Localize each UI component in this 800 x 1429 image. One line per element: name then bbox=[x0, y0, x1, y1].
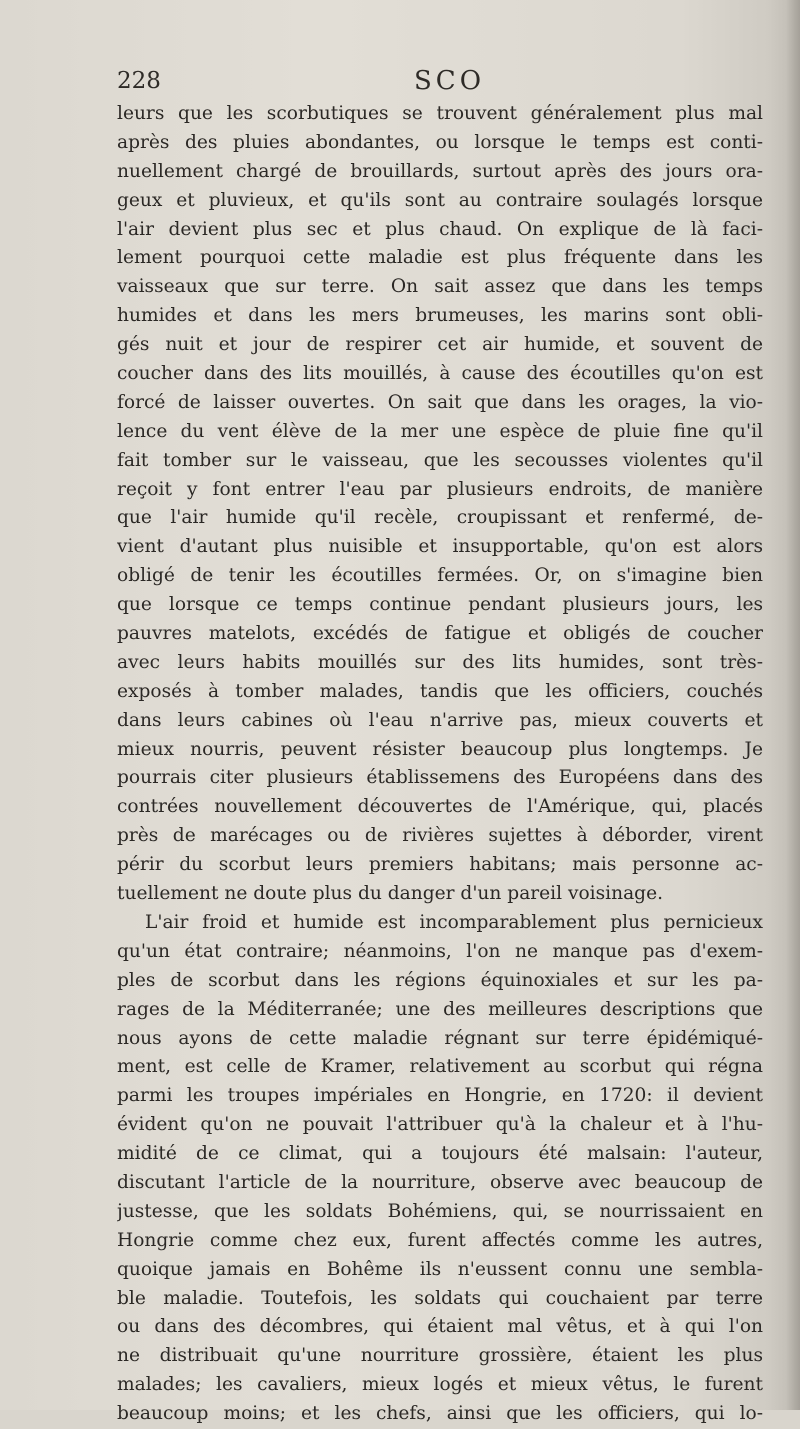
page-edge-shadow bbox=[786, 0, 800, 1410]
text-line: gés nuit et jour de respirer cet air humide, et souvent de bbox=[117, 334, 763, 356]
body-text bbox=[117, 100, 763, 1429]
text-line: qu'un état contraire; néanmoins, l'on ne manque pas d'exem- bbox=[117, 940, 763, 962]
text-line: ne distribuait qu'une nourriture grossière, étaient les plus bbox=[117, 1345, 763, 1367]
paragraph-1 bbox=[117, 100, 763, 909]
text-line: fait tomber sur le vaisseau, que les secousses violentes qu'il bbox=[117, 449, 763, 471]
paragraph-2 bbox=[117, 909, 763, 1429]
text-line: après des pluies abondantes, ou lorsque le temps est conti- bbox=[117, 131, 763, 153]
text-line: mieux nourris, peuvent résister beaucoup plus longtemps. Je bbox=[117, 738, 763, 760]
text-line: évident qu'on ne pouvait l'attribuer qu'à la chaleur et à l'hu- bbox=[117, 1114, 763, 1136]
text-line: lement pourquoi cette maladie est plus fréquente dans les bbox=[117, 247, 763, 269]
text-line: tuellement ne doute plus du danger d'un pareil voisinage. bbox=[117, 883, 663, 905]
text-line: pourrais citer plusieurs établissemens des Européens dans des bbox=[117, 767, 763, 789]
text-line: quoique jamais en Bohême ils n'eussent connu une sembla- bbox=[117, 1258, 763, 1280]
text-line: dans leurs cabines où l'eau n'arrive pas, mieux couverts et bbox=[117, 709, 763, 731]
text-line: discutant l'article de la nourriture, observe avec beaucoup de bbox=[117, 1171, 763, 1193]
text-line: leurs que les scorbutiques se trouvent généralement plus mal bbox=[117, 103, 763, 124]
text-line: lence du vent élève de la mer une espèce de pluie fine qu'il bbox=[117, 420, 763, 442]
text-line: nous ayons de cette maladie régnant sur terre épidémiqué- bbox=[117, 1027, 763, 1049]
text-line: nuellement chargé de brouillards, surtout après des jours ora- bbox=[117, 160, 763, 182]
text-line: coucher dans des lits mouillés, à cause des écoutilles qu'on est bbox=[117, 363, 763, 385]
text-line: vaisseaux que sur terre. On sait assez que dans les temps bbox=[117, 276, 763, 298]
text-line: humides et dans les mers brumeuses, les marins sont obli- bbox=[117, 305, 763, 327]
text-line: L'air froid et humide est incomparablement plus pernicieux bbox=[145, 911, 763, 933]
text-line: vient d'autant plus nuisible et insupportable, qu'on est alors bbox=[117, 536, 763, 558]
text-line: Hongrie comme chez eux, furent affectés comme les autres, bbox=[117, 1229, 763, 1251]
text-line: ment, est celle de Kramer, relativement au scorbut qui régna bbox=[117, 1056, 763, 1078]
text-line: justesse, que les soldats Bohémiens, qui, se nourrissaient en bbox=[117, 1200, 763, 1222]
text-line: pauvres matelots, excédés de fatigue et obligés de coucher bbox=[117, 623, 763, 645]
text-line: obligé de tenir les écoutilles fermées. Or, on s'imagine bien bbox=[117, 565, 763, 587]
text-line: contrées nouvellement découvertes de l'Amérique, qui, placés bbox=[117, 796, 763, 818]
text-line: reçoit y font entrer l'eau par plusieurs endroits, de manière bbox=[117, 478, 763, 500]
running-head: SCO bbox=[414, 66, 486, 96]
page-number: 228 bbox=[117, 68, 161, 94]
text-line: midité de ce climat, qui a toujours été malsain: l'auteur, bbox=[117, 1143, 763, 1165]
text-line: avec leurs habits mouillés sur des lits humides, sont très- bbox=[117, 651, 763, 673]
text-line: geux et pluvieux, et qu'ils sont au contraire soulagés lorsque bbox=[117, 189, 763, 211]
text-line: beaucoup moins; et les chefs, ainsi que les officiers, qui lo- bbox=[117, 1403, 763, 1425]
text-line: périr du scorbut leurs premiers habitans; mais personne ac- bbox=[117, 854, 763, 876]
text-line: parmi les troupes impériales en Hongrie, en 1720: il devient bbox=[117, 1085, 763, 1107]
text-line: rages de la Méditerranée; une des meilleures descriptions que bbox=[117, 998, 763, 1020]
text-line: ou dans des décombres, qui étaient mal vêtus, et à qui l'on bbox=[117, 1316, 763, 1338]
text-line: forcé de laisser ouvertes. On sait que dans les orages, la vio- bbox=[117, 391, 763, 413]
text-line: près de marécages ou de rivières sujettes à déborder, virent bbox=[117, 825, 763, 847]
text-line: ble maladie. Toutefois, les soldats qui couchaient par terre bbox=[117, 1287, 763, 1309]
text-line: exposés à tomber malades, tandis que les officiers, couchés bbox=[117, 680, 763, 702]
text-line: malades; les cavaliers, mieux logés et mieux vêtus, le furent bbox=[117, 1374, 763, 1396]
text-line: que lorsque ce temps continue pendant plusieurs jours, les bbox=[117, 594, 763, 616]
page-header bbox=[117, 66, 757, 100]
text-line: l'air devient plus sec et plus chaud. On explique de là faci- bbox=[117, 218, 763, 240]
text-line: que l'air humide qu'il recèle, croupissant et renfermé, de- bbox=[117, 507, 763, 529]
text-line: ples de scorbut dans les régions équinoxiales et sur les pa- bbox=[117, 969, 763, 991]
